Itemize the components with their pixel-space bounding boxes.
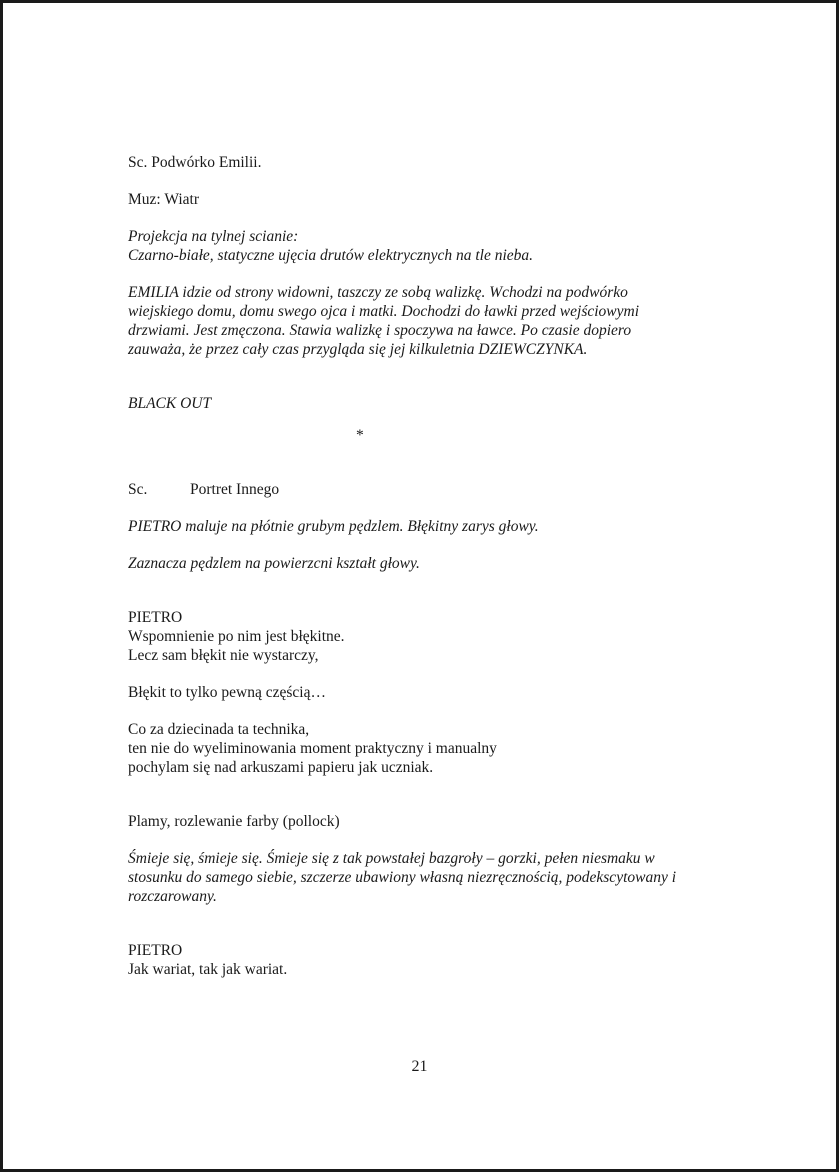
dialogue-line: Lecz sam błękit nie wystarczy, [128,647,319,664]
dialogue-line: Co za dziecinada ta technika, [128,721,310,738]
stage-direction-line: rozczarowany. [128,888,217,905]
stage-direction-line: Zaznacza pędzlem na powierzcni kształt głowy. [128,555,420,572]
dialogue-line: Błękit to tylko pewną częścią… [128,684,326,701]
dialogue-line: Wspomnienie po nim jest błękitne. [128,628,345,645]
scene-heading [128,480,728,499]
stage-direction-line: drzwiami. Jest zmęczona. Stawia walizkę i spoczywa na ławce. Po czasie dopiero [128,322,632,339]
scene-title: Portret Innego [190,481,280,498]
scene-prefix: Sc. [128,481,148,498]
music-cue: Muz: Wiatr [128,191,199,208]
projection-line: Czarno-białe, statyczne ujęcia drutów elektrycznych na tle nieba. [128,247,534,264]
dialogue-line: ten nie do wyeliminowania moment praktyczny i manualny [128,740,497,757]
stage-direction-line: Śmieje się, śmieje się. Śmieje się z tak powstałej bazgroły – gorzki, pełen niesmaku w [128,850,655,867]
dialogue-line: pochylam się nad arkuszami papieru jak uczniak. [128,759,434,776]
stage-direction-line: stosunku do samego siebie, szczerze ubawiony własną niezręcznością, podekscytowany i [128,869,677,886]
speaker-name: PIETRO [128,609,183,626]
scene-separator: * [356,427,364,444]
stage-direction-line: zauważa, że przez cały czas przygląda się jej kilkuletnia DZIEWCZYNKA. [128,341,588,358]
stage-direction-line: wiejskiego domu, domu swego ojca i matki. Dochodzi do ławki przed wejściowymi [128,303,640,320]
script-text [128,153,728,979]
scene-heading: Sc. Podwórko Emilii. [128,154,262,171]
page-number: 21 [411,1058,428,1075]
stage-direction-line: EMILIA idzie od strony widowni, taszczy ze sobą walizkę. Wchodzi na podwórko [128,284,628,301]
dialogue-line: Jak wariat, tak jak wariat. [128,961,288,978]
speaker-name: PIETRO [128,942,183,959]
blackout-cue: BLACK OUT [128,395,212,412]
stage-direction-line: PIETRO maluje na płótnie grubym pędzlem. Błękitny zarys głowy. [128,518,539,535]
direction-note: Plamy, rozlewanie farby (pollock) [128,813,340,830]
projection-line: Projekcja na tylnej scianie: [128,228,299,245]
